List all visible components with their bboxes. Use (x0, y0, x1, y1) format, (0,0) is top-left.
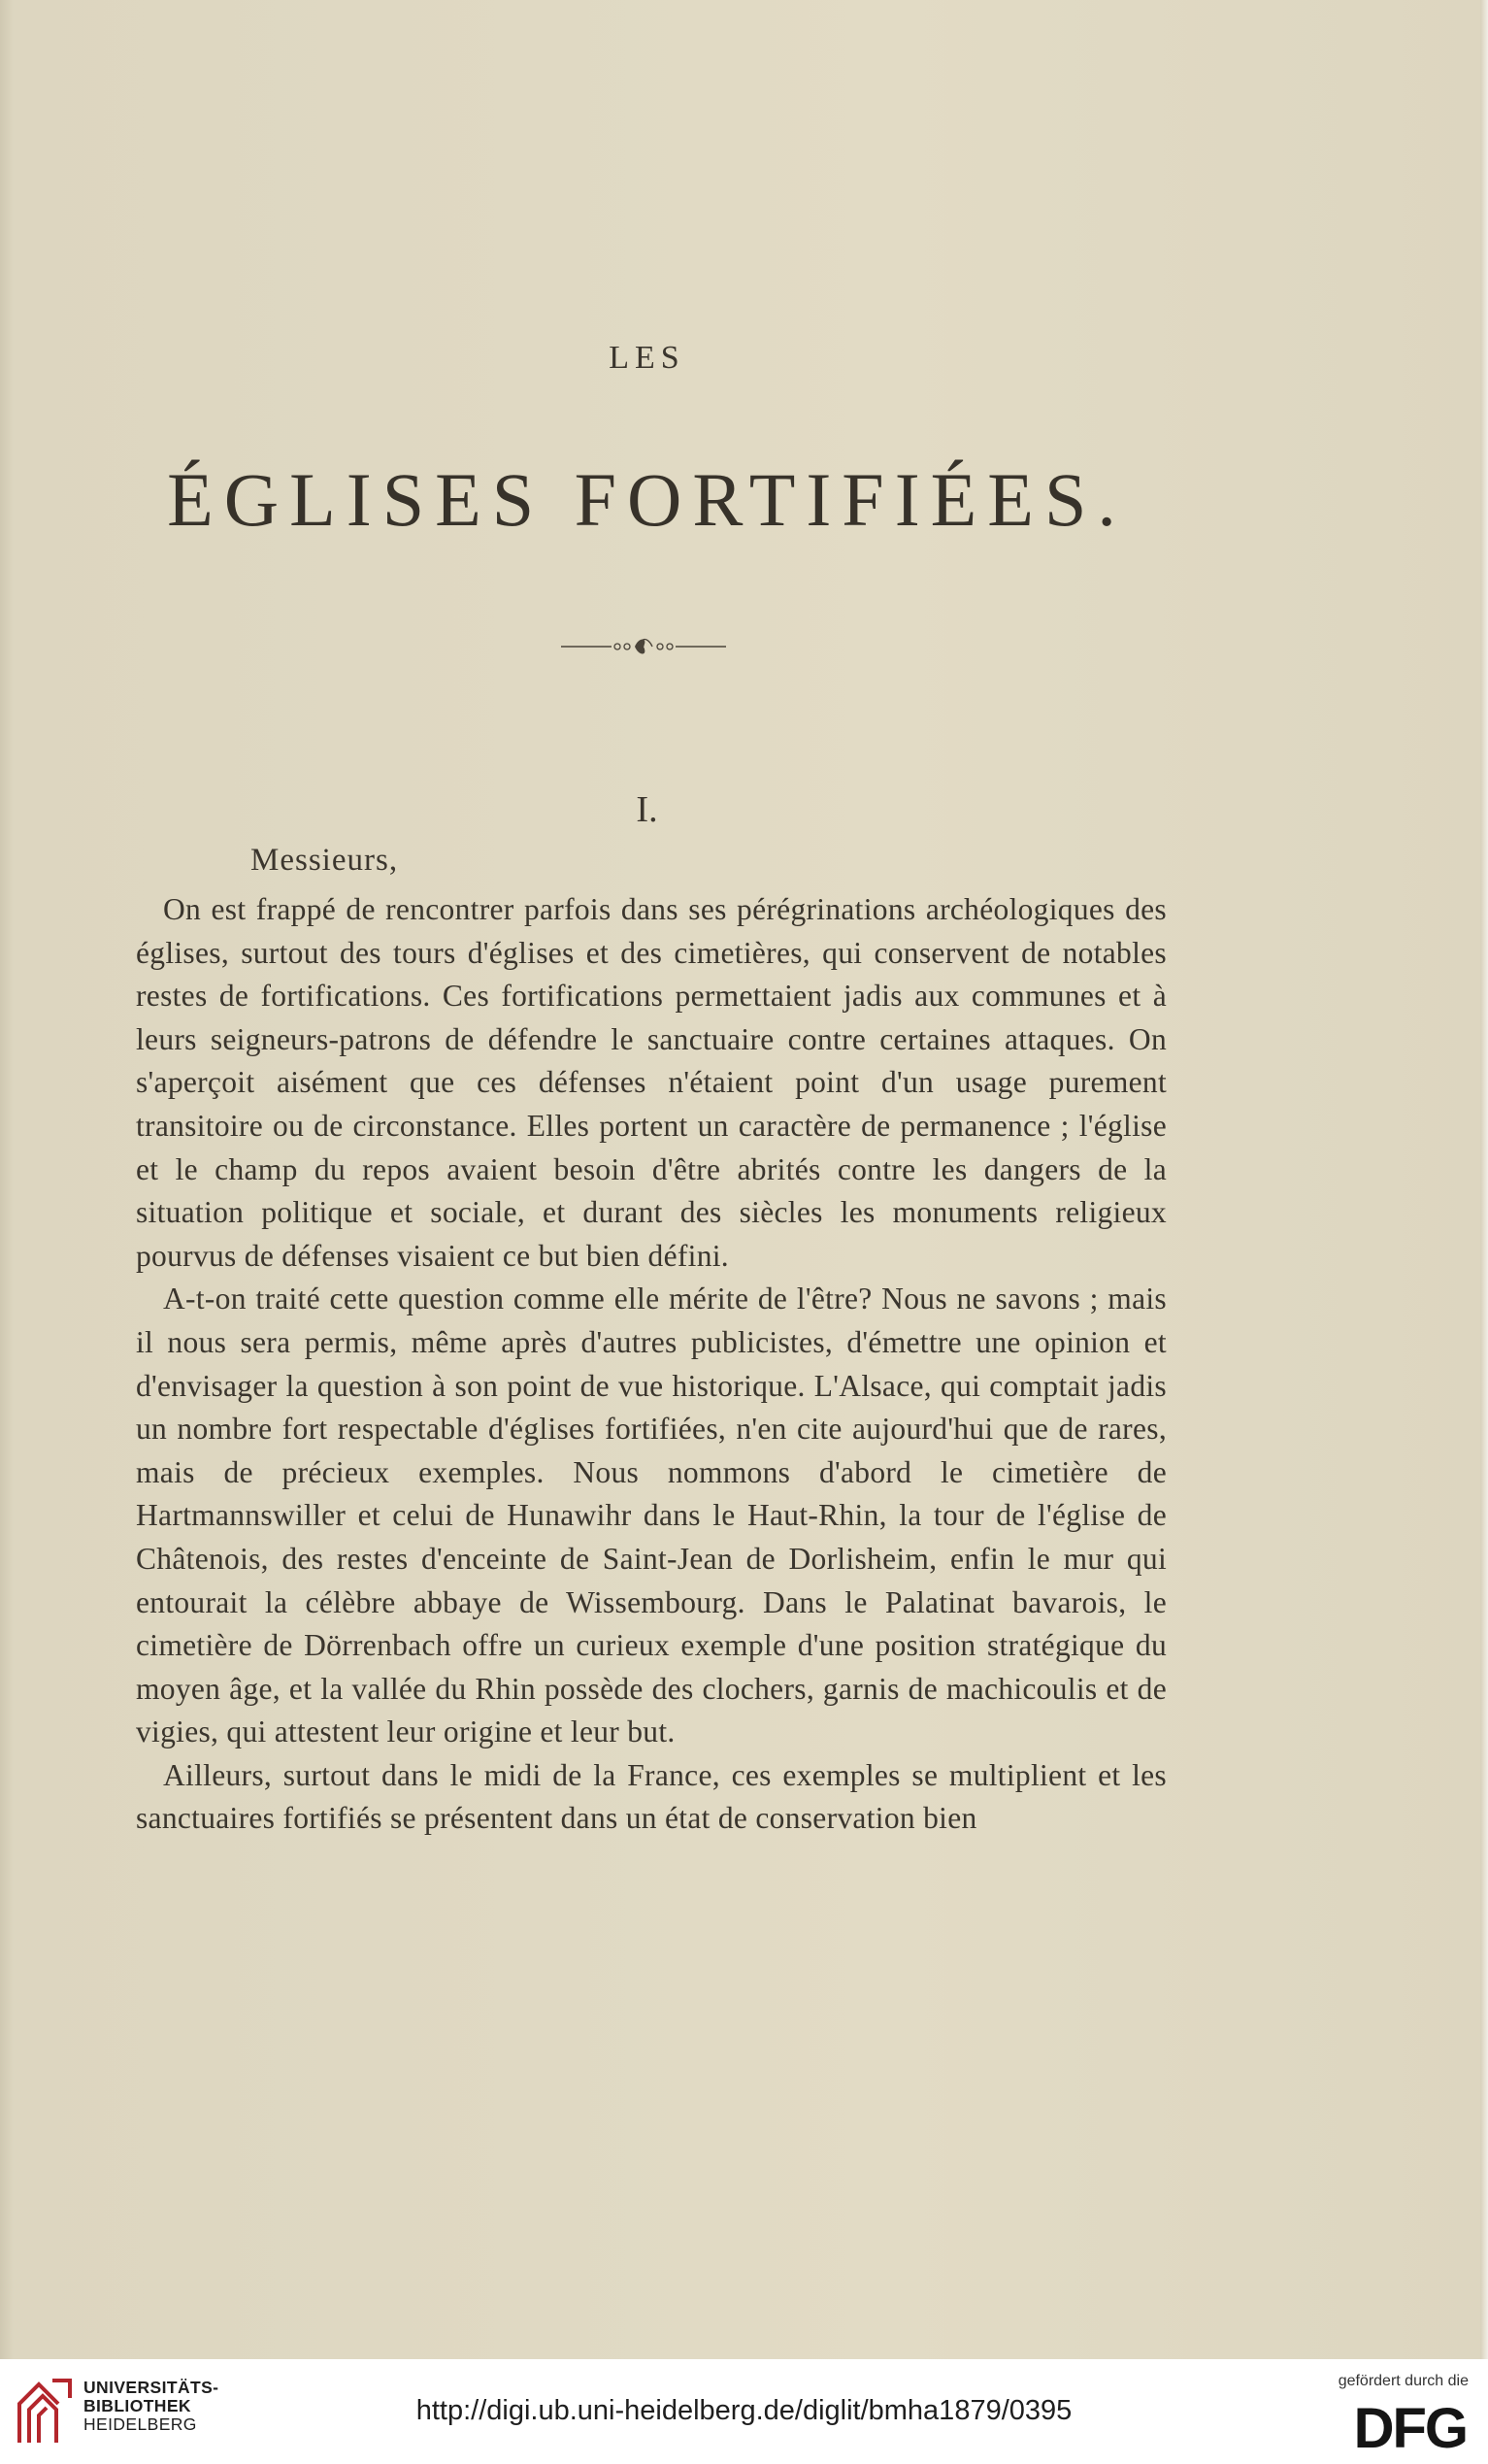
decorative-fleuron-icon (561, 633, 726, 660)
page-edge (1480, 0, 1488, 2359)
title-prefix: LES (609, 340, 685, 376)
permalink-url[interactable]: http://digi.ub.uni-heidelberg.de/diglit/bmha1879/0395 (415, 2395, 1073, 2426)
paragraph: On est frappé de rencontrer parfois dans ses pérégrinations archéologiques des églises, surtout des tours d'églises et des cimetières, qui conservent de notables restes de fortifications. Ces fortifications permettaient jadis aux communes et à leurs seigneurs-patrons de défendre le sanctuaire contre certaines attaques. On s'aperçoit aisément que ces défenses n'étaient point d'un usage purement transitoire ou de circonstance. Elles portent un caractère de permanence ; l'église et le champ du repos avaient besoin d'être abrités contre les dangers de la situation politique et sociale, et durant des siècles les monuments religieux pourvus de défenses visaient ce but bien défini. (136, 892, 1167, 1273)
section-number: I. (636, 789, 658, 830)
dfg-logo: DFG (1353, 2397, 1467, 2460)
body-text (136, 888, 1167, 1841)
funding-note: gefördert durch die (1338, 2373, 1469, 2389)
library-name: UNIVERSITÄTS- BIBLIOTHEK HEIDELBERG (83, 2378, 219, 2434)
salutation: Messieurs, (250, 843, 399, 878)
paragraph: A-t-on traité cette question comme elle mérite de l'être? Nous ne savons ; mais il nous sera permis, même après d'autres publicistes, d'émettre une opinion et d'envisager la question à son point de vue historique. L'Alsace, qui comptait jadis un nombre fort respectable d'églises fortifiées, n'en cite aujourd'hui que de rares, mais de précieux exemples. Nous nommons d'abord le cimetière de Hartmannswiller et celui de Hunawihr dans le Haut-Rhin, la tour de l'église de Châtenois, des restes d'enceinte de Saint-Jean de Dorlisheim, enfin le mur qui entourait la célèbre abbaye de Wissembourg. Dans le Palatinat bavarois, le cimetière de Dörrenbach offre un curieux exemple d'une position stratégique du moyen âge, et la vallée du Rhin possède des clochers, garnis de machicoulis et de vigies, qui attestent leur origine et leur but. (136, 1282, 1167, 1749)
page-title: ÉGLISES FORTIFIÉES. (167, 457, 1127, 542)
paragraph: Ailleurs, surtout dans le midi de la France, ces exemples se multiplient et les sanctuaires fortifiés se présentent dans un état de conservation bien (136, 1757, 1167, 1836)
